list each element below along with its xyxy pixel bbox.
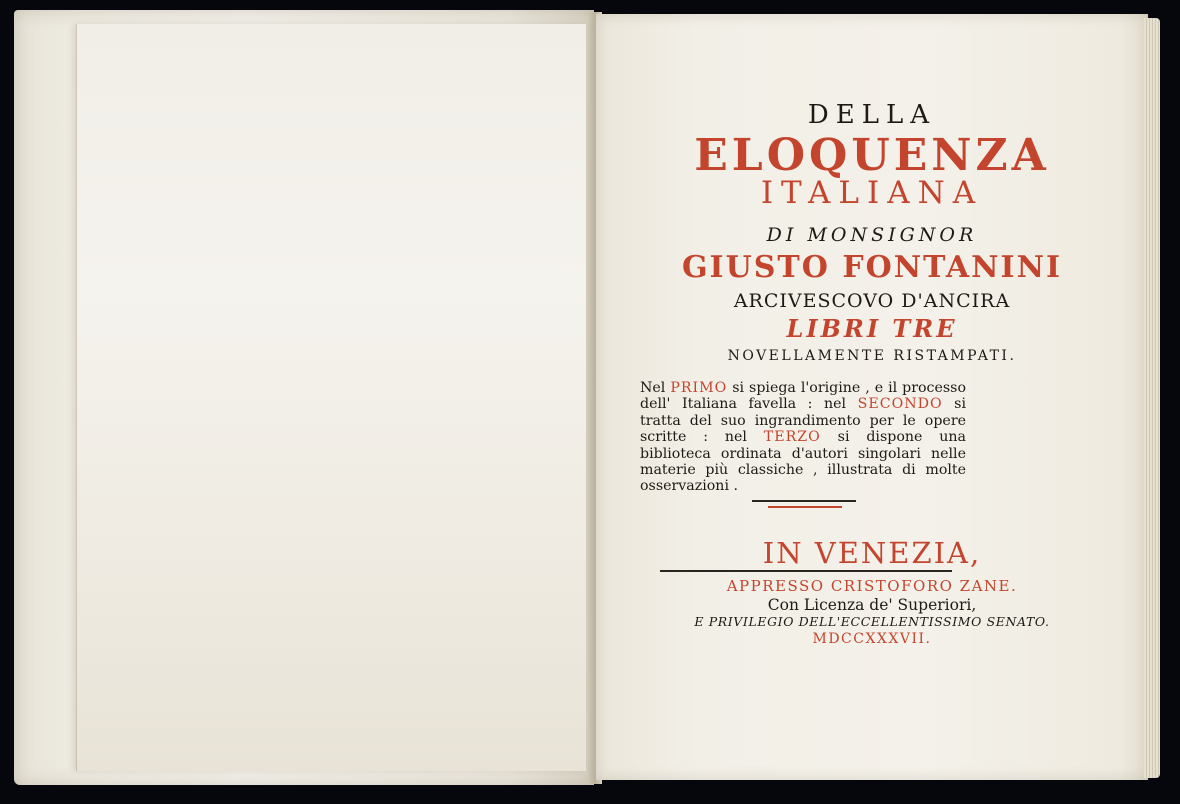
desc-keyword-primo: PRIMO bbox=[670, 380, 728, 396]
imprint-rule bbox=[660, 570, 952, 572]
imprint-license: Con Licenza de' Superiori, bbox=[767, 596, 977, 614]
volumes-line: LIBRI TRE bbox=[786, 314, 958, 343]
imprint-city: IN VENEZIA, bbox=[762, 536, 982, 570]
author-name: GIUSTO FONTANINI bbox=[681, 250, 1063, 285]
title-line-di-monsignor: DI MONSIGNOR bbox=[766, 224, 978, 246]
author-title: ARCIVESCOVO D'ANCIRA bbox=[733, 290, 1011, 312]
desc-keyword-secondo: SECONDO bbox=[857, 396, 943, 413]
flyleaf bbox=[76, 24, 586, 771]
imprint-privilege: E PRIVILEGIO DELL'ECCELLENTISSIMO SENATO. bbox=[694, 614, 1050, 629]
desc-part-2: si spiega l'origine , e il processo dell' Italiana favella : nel bbox=[640, 380, 966, 413]
desc-part-4: si dispone una biblioteca ordinata d'autori singolari nelle materie più classiche , illustrata di molte osservazioni . bbox=[640, 429, 966, 495]
title-line-eloquenza: ELOQUENZA bbox=[694, 130, 1050, 181]
left-page-blank bbox=[14, 10, 594, 785]
title-line-italiana: ITALIANA bbox=[760, 175, 984, 211]
imprint-year: MDCCXXXVII. bbox=[812, 631, 932, 647]
description-paragraph bbox=[640, 380, 966, 495]
reprint-line: NOVELLAMENTE RISTAMPATI. bbox=[727, 348, 1017, 364]
ornament-rule-red bbox=[768, 506, 842, 508]
ornament-rule-black bbox=[752, 500, 856, 502]
desc-part-1: Nel bbox=[640, 380, 671, 396]
title-line-della: DELLA bbox=[807, 100, 937, 130]
desc-keyword-terzo: TERZO bbox=[763, 429, 821, 446]
imprint-printer: APPRESSO CRISTOFORO ZANE. bbox=[726, 577, 1018, 595]
desc-part-3: si tratta del suo ingrandimento per le opere scritte : nel bbox=[640, 396, 966, 446]
